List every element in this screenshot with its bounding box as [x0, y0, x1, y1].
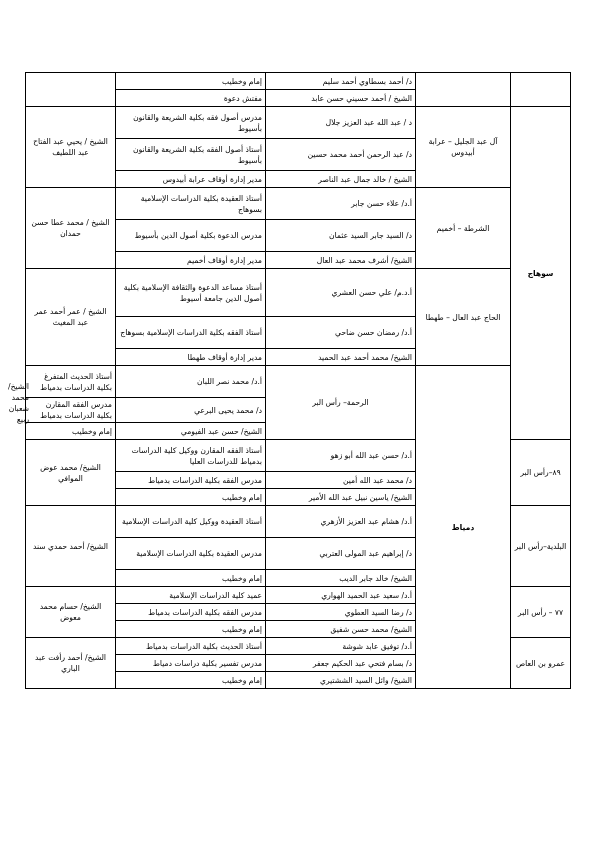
mosque-cell: الرحمة– رأس البر: [266, 366, 416, 440]
scholar-name-cell: د/ محمد يحيى البرعي: [116, 398, 266, 423]
governorate-cell: [511, 73, 571, 107]
scholar-title-cell: مدرس الفقه المقارن بكلية الدراسات بدمياط: [26, 398, 116, 423]
imam-cell: الشيخ/ أحمد حمدي سند: [26, 506, 116, 587]
scholar-title-cell: أستاذ العقيدة ووكيل كلية الدراسات الإسلامية: [116, 506, 266, 538]
scholar-name-cell: الشيخ / أحمد حسيني حسن عابد: [266, 90, 416, 107]
mosque-cell: الحاج عبد العال – طهطا: [416, 269, 511, 366]
scholar-name-cell: د/ السيد جابر السيد عثمان: [266, 220, 416, 252]
scholar-title-cell: إمام وخطيب: [116, 73, 266, 90]
governorate-cell: سوهاج: [511, 107, 571, 440]
scholar-title-cell: إمام وخطيب: [116, 621, 266, 638]
scholar-name-cell: الشيخ/ حسن عبد الفيومي: [116, 423, 266, 440]
scholar-title-cell: مدير إدارة أوقاف طهطا: [116, 349, 266, 366]
scholar-title-cell: أستاذ الفقه بكلية الدراسات الإسلامية بسوهاج: [116, 317, 266, 349]
scholar-name-cell: أ.د/ محمد نصر اللبان: [116, 366, 266, 398]
scholar-title-cell: أستاذ الفقه المقارن ووكيل كلية الدراسات بدمياط للدراسات العليا: [116, 440, 266, 472]
scholar-title-cell: مدرس الدعوة بكلية أصول الدين بأسيوط: [116, 220, 266, 252]
imam-cell: [26, 73, 116, 107]
scholar-name-cell: أ.د/ علاء حسن جابر: [266, 188, 416, 220]
scholar-name-cell: أ.د/ حسن عبد الله أبو زهو: [266, 440, 416, 472]
scholar-name-cell: أ.د/ توفيق عابد شوشة: [266, 638, 416, 655]
mosque-cell: ٧٧ – رأس البر: [511, 587, 571, 638]
scholar-title-cell: مدير إدارة أوقاف عرابة أبيدوس: [116, 171, 266, 188]
mosque-cell: البلدية–رأس البر: [511, 506, 571, 587]
scholar-title-cell: مدرس تفسير بكلية دراسات دمياط: [116, 655, 266, 672]
scholar-title-cell: مدرس الفقه بكلية الدراسات بدمياط: [116, 472, 266, 489]
scholar-title-cell: مدرس العقيدة بكلية الدراسات الإسلامية: [116, 538, 266, 570]
scholar-title-cell: مدير إدارة أوقاف أخميم: [116, 252, 266, 269]
mosque-cell: ٨٩–رأس البر: [511, 440, 571, 506]
scholar-title-cell: إمام وخطيب: [116, 570, 266, 587]
scholar-name-cell: الشيخ/ أشرف محمد عبد العال: [266, 252, 416, 269]
scholar-name-cell: أ.د/ سعيد عبد الحميد الهواري: [266, 587, 416, 604]
table-row: [26, 269, 571, 317]
imam-cell: الشيخ/ حسام محمد معوض: [26, 587, 116, 638]
scholar-name-cell: الشيخ/ ياسين نبيل عبد الله الأمير: [266, 489, 416, 506]
scholar-title-cell: إمام وخطيب: [26, 423, 116, 440]
scholar-title-cell: مدرس الفقه بكلية الدراسات بدمياط: [116, 604, 266, 621]
schedule-table: [8, 72, 571, 689]
table-row: دمياط الرحمة– رأس البر أ.د/ محمد نصر اللبان أستاذ الحديث المتفرغ بكلية الدراسات بدمياط الشيخ/ محمد شعبان ربيع: [26, 366, 571, 398]
scholar-name-cell: أ.د/ رمضان حسن ضاحي: [266, 317, 416, 349]
scholar-name-cell: أ.د.م/ علي حسن العشري: [266, 269, 416, 317]
scholar-name-cell: د/ رضا السيد العطوي: [266, 604, 416, 621]
scholar-name-cell: الشيخ/ خالد جابر الديب: [266, 570, 416, 587]
mosque-cell: عمرو بن العاص: [511, 638, 571, 689]
scholar-title-cell: مفتش دعوة: [116, 90, 266, 107]
schedule-body: [8, 73, 571, 689]
scholar-name-cell: الشيخ/ محمد أحمد عبد الحميد: [266, 349, 416, 366]
mosque-cell: [416, 73, 511, 107]
governorate-cell: دمياط: [416, 366, 511, 689]
scholar-name-cell: د/ أحمد بسطاوي أحمد سليم: [266, 73, 416, 90]
scholar-title-cell: عميد كلية الدراسات الإسلامية: [116, 587, 266, 604]
scholar-name-cell: د/ إبراهيم عبد المولى العتربي: [266, 538, 416, 570]
scholar-title-cell: أستاذ العقيدة بكلية الدراسات الإسلامية بسوهاج: [116, 188, 266, 220]
table-row: [26, 107, 571, 139]
scholar-title-cell: إمام وخطيب: [116, 672, 266, 689]
scholar-name-cell: د/ بسام فتحي عبد الحكيم جعفر: [266, 655, 416, 672]
scholar-title-cell: أستاذ الحديث المتفرغ بكلية الدراسات بدمياط: [26, 366, 116, 398]
scholar-name-cell: أ.د/ هشام عبد العزيز الأزهري: [266, 506, 416, 538]
mosque-cell: الشرطة – أخميم: [416, 188, 511, 269]
scholar-name-cell: الشيخ / خالد جمال عبد الناصر: [266, 171, 416, 188]
imam-cell: الشيخ/ محمد عوض الموافي: [26, 440, 116, 506]
scholar-name-cell: د/ محمد عبد الله أمين: [266, 472, 416, 489]
imam-cell: الشيخ / عمر أحمد عمر عبد المغيث: [26, 269, 116, 366]
scholar-title-cell: أستاذ الحديث بكلية الدراسات بدمياط: [116, 638, 266, 655]
scholar-name-cell: الشيخ/ وائل السيد الششتيري: [266, 672, 416, 689]
scholar-title-cell: مدرس أصول فقه بكلية الشريعة والقانون بأسيوط: [116, 107, 266, 139]
scholar-name-cell: د / عبد الله عبد العزيز جلال: [266, 107, 416, 139]
scholar-title-cell: أستاذ أصول الفقه بكلية الشريعة والقانون بأسيوط: [116, 139, 266, 171]
mosque-cell: آل عبد الجليل – عرابة أبيدوس: [416, 107, 511, 188]
scholar-name-cell: د/ عبد الرحمن أحمد محمد حسين: [266, 139, 416, 171]
table-row: [26, 73, 571, 90]
imam-cell: الشيخ / محمد عطا حسن حمدان: [26, 188, 116, 269]
imam-cell: الشيخ/ أحمد رأفت عبد الباري: [26, 638, 116, 689]
imam-cell: الشيخ / يحيي عبد الفتاح عبد اللطيف: [26, 107, 116, 188]
scholar-name-cell: الشيخ/ محمد حسن شفيق: [266, 621, 416, 638]
table-row: [26, 188, 571, 220]
scholar-title-cell: أستاذ مساعد الدعوة والثقافة الإسلامية بكلية أصول الدين جامعة أسيوط: [116, 269, 266, 317]
scholar-title-cell: إمام وخطيب: [116, 489, 266, 506]
